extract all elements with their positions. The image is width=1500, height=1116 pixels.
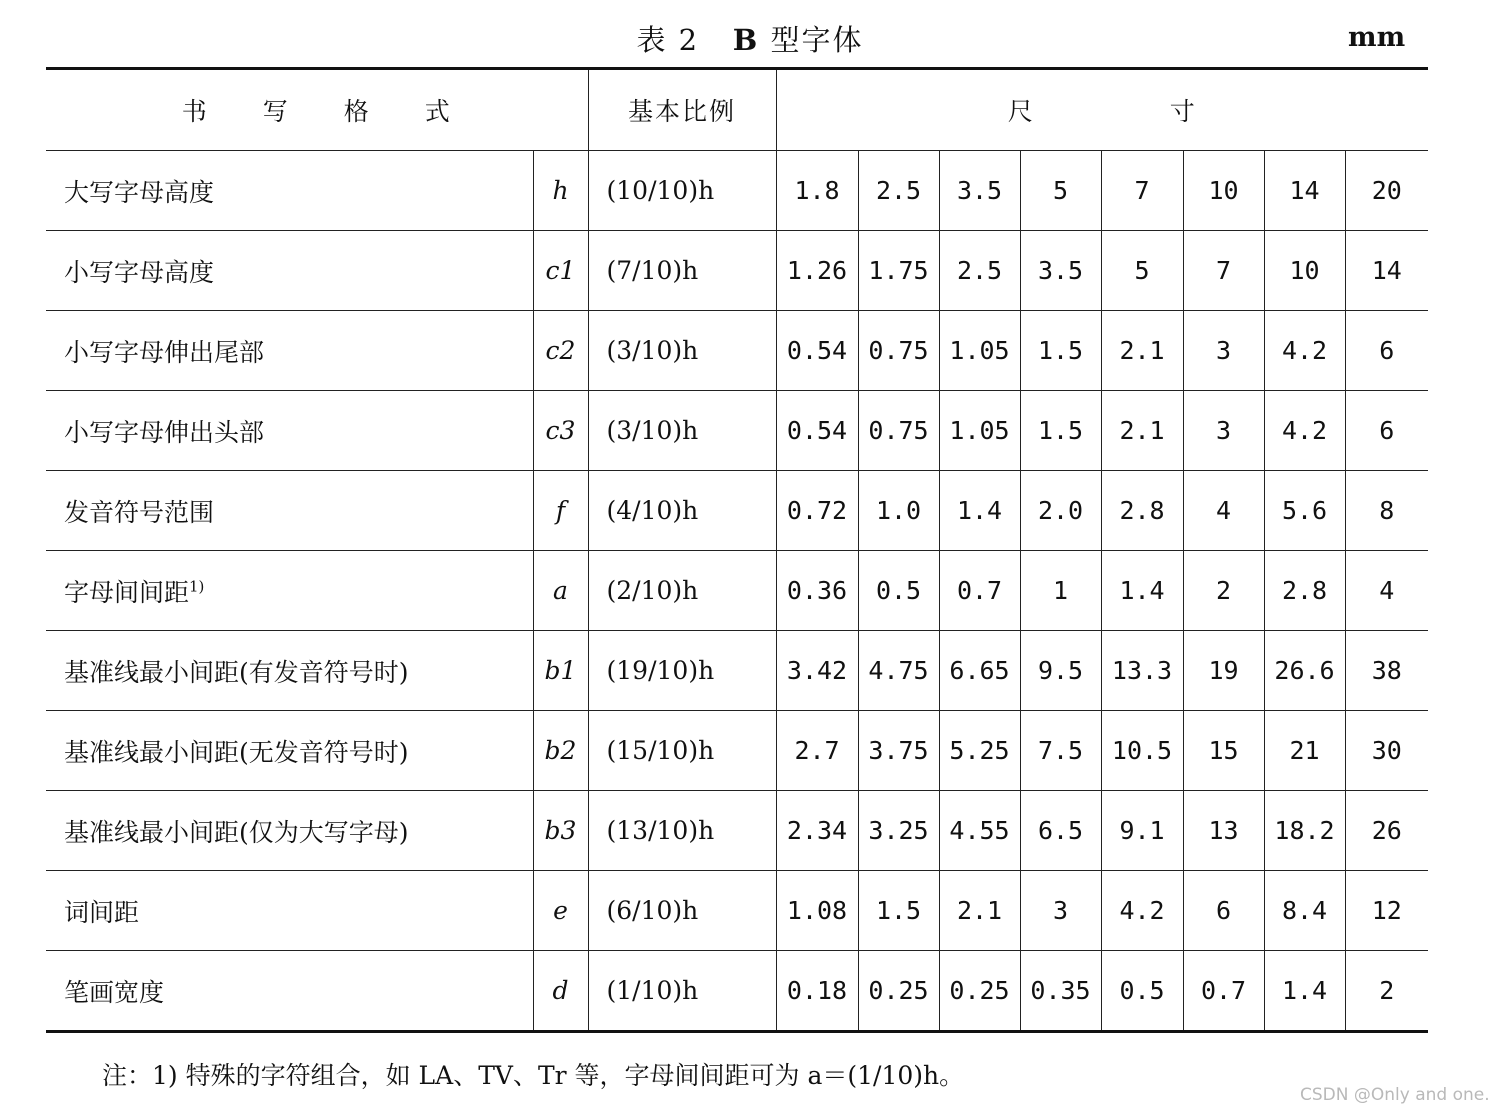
row-ratio: (4/10)h	[588, 471, 776, 551]
table-row	[46, 231, 1428, 311]
size-value: 10	[1183, 151, 1264, 231]
row-name-text: 笔画宽度	[64, 977, 165, 1007]
header-format: 书 写 格 式	[46, 69, 588, 151]
table-title	[0, 18, 1500, 59]
size-value: 4	[1345, 551, 1428, 631]
size-value: 5.6	[1264, 471, 1345, 551]
row-name	[46, 311, 533, 391]
size-value: 2.1	[1101, 311, 1183, 391]
size-value: 3	[1183, 391, 1264, 471]
size-value: 0.75	[858, 311, 939, 391]
table-row	[46, 631, 1428, 711]
row-name	[46, 551, 533, 631]
row-symbol: c2	[533, 311, 588, 391]
row-name	[46, 151, 533, 231]
size-value: 21	[1264, 711, 1345, 791]
size-value: 2.0	[1020, 471, 1101, 551]
size-value: 4.2	[1101, 871, 1183, 951]
size-value: 1.75	[858, 231, 939, 311]
size-value: 0.18	[786, 976, 848, 1005]
size-value: 0.35	[1020, 951, 1101, 1032]
row-ratio: (2/10)h	[588, 551, 776, 631]
size-value: 6.65	[939, 631, 1020, 711]
size-value: 0.75	[858, 391, 939, 471]
size-value: 7	[1183, 231, 1264, 311]
size-value: 10	[1264, 231, 1345, 311]
size-value: 1.5	[1020, 311, 1101, 391]
row-name	[46, 631, 533, 711]
row-name-text: 词间距	[64, 897, 140, 927]
size-value: 1.08	[776, 871, 858, 951]
size-value: 9.5	[1020, 631, 1101, 711]
size-value: 10.5	[1101, 711, 1183, 791]
table-row	[46, 791, 1428, 871]
row-symbol: e	[533, 871, 588, 951]
size-value: 13.3	[1101, 631, 1183, 711]
size-value: 4.55	[939, 791, 1020, 871]
size-value: 26.6	[1264, 631, 1345, 711]
size-value: 4.75	[858, 631, 939, 711]
size-value: 3.75	[858, 711, 939, 791]
size-value: 38	[1345, 631, 1428, 711]
size-value: 0.72	[776, 471, 858, 551]
size-value: 2	[1345, 951, 1428, 1032]
footnote-marker: 1)	[189, 577, 205, 596]
table-row	[46, 471, 1428, 551]
size-value: 0.7	[939, 551, 1020, 631]
table-name: 型字体	[770, 23, 864, 57]
size-value: 6	[1345, 311, 1428, 391]
size-value: 30	[1345, 711, 1428, 791]
size-value: 0.7	[1183, 951, 1264, 1032]
row-name-text: 小写字母高度	[64, 257, 215, 287]
size-value: 4.2	[1264, 311, 1345, 391]
table-row	[46, 871, 1428, 951]
size-value: 3.25	[858, 791, 939, 871]
size-value: 7	[1101, 151, 1183, 231]
size-value: 2.8	[1264, 551, 1345, 631]
size-value: 2.1	[939, 871, 1020, 951]
row-ratio: (7/10)h	[588, 231, 776, 311]
size-value: 9.1	[1101, 791, 1183, 871]
footnote: 注：1) 特殊的字符组合，如 LA、TV、Tr 等，字母间间距可为 a＝(1/10)h。	[102, 1061, 965, 1090]
size-value: 1.8	[776, 151, 858, 231]
size-value: 1.05	[939, 391, 1020, 471]
size-value: 1.4	[1101, 551, 1183, 631]
size-value: 2.34	[776, 791, 858, 871]
size-value: 3	[1183, 311, 1264, 391]
row-ratio: (3/10)h	[588, 391, 776, 471]
row-symbol: b2	[533, 711, 588, 791]
row-name	[46, 711, 533, 791]
size-value: 8.4	[1264, 871, 1345, 951]
watermark: CSDN @Only and one.	[1300, 1085, 1490, 1105]
size-value: 1.5	[1020, 391, 1101, 471]
size-value: 5	[1101, 231, 1183, 311]
size-value: 6	[1345, 391, 1428, 471]
row-ratio: (15/10)h	[588, 711, 776, 791]
size-value: 7.5	[1020, 711, 1101, 791]
table-row	[46, 391, 1428, 471]
size-value: 2.7	[776, 711, 858, 791]
size-value: 1.5	[858, 871, 939, 951]
row-ratio: (13/10)h	[588, 791, 776, 871]
row-ratio: (1/10)h	[588, 951, 776, 1032]
size-value: 6	[1183, 871, 1264, 951]
size-value: 1.4	[1264, 951, 1345, 1032]
size-value: 1.05	[939, 311, 1020, 391]
size-value: 0.36	[776, 551, 858, 631]
size-value: 20	[1345, 151, 1428, 231]
row-symbol: d	[533, 951, 588, 1032]
size-value: 8	[1345, 471, 1428, 551]
size-value: 0.5	[1101, 951, 1183, 1032]
size-value: 6.5	[1020, 791, 1101, 871]
size-value: 3.42	[776, 631, 858, 711]
row-symbol: c1	[533, 231, 588, 311]
size-value: 1.4	[939, 471, 1020, 551]
type-letter: B	[732, 23, 760, 57]
row-symbol: f	[533, 471, 588, 551]
table-header-row	[46, 69, 1428, 151]
row-name	[46, 471, 533, 551]
table-row	[46, 151, 1428, 231]
size-value: 2.1	[1101, 391, 1183, 471]
row-symbol: c3	[533, 391, 588, 471]
size-value: 0.5	[858, 551, 939, 631]
size-value: 4	[1183, 471, 1264, 551]
table-row	[46, 551, 1428, 631]
size-value: 3	[1020, 871, 1101, 951]
row-name	[46, 951, 533, 1032]
size-value: 13	[1183, 791, 1264, 871]
size-value: 19	[1183, 631, 1264, 711]
unit-label: mm	[1348, 22, 1406, 53]
font-spec-table	[46, 67, 1428, 1033]
row-name	[46, 231, 533, 311]
size-value: 2	[1183, 551, 1264, 631]
row-ratio: (6/10)h	[588, 871, 776, 951]
size-value: 14	[1345, 231, 1428, 311]
size-value: 14	[1264, 151, 1345, 231]
table-row	[46, 311, 1428, 391]
size-value: 1.26	[776, 231, 858, 311]
size-value: 4.2	[1264, 391, 1345, 471]
row-symbol: b1	[533, 631, 588, 711]
row-ratio: (3/10)h	[588, 311, 776, 391]
header-size: 尺 寸	[776, 69, 1428, 151]
row-name-text: 基准线最小间距(仅为大写字母)	[64, 817, 409, 847]
size-value: 5.25	[939, 711, 1020, 791]
size-value: 1	[1020, 551, 1101, 631]
size-value: 5	[1020, 151, 1101, 231]
size-value: 12	[1345, 871, 1428, 951]
row-name-text: 小写字母伸出头部	[64, 417, 265, 447]
table-row	[46, 951, 1428, 1032]
row-name-text: 基准线最小间距(有发音符号时)	[64, 657, 409, 687]
table-number: 表 2	[636, 23, 700, 57]
size-value: 2.8	[1101, 471, 1183, 551]
row-ratio: (10/10)h	[588, 151, 776, 231]
row-name-text: 小写字母伸出尾部	[64, 337, 265, 367]
size-value: 0.54	[776, 391, 858, 471]
size-value: 0.25	[939, 951, 1020, 1032]
row-name-text: 基准线最小间距(无发音符号时)	[64, 737, 409, 767]
size-value: 0.25	[858, 951, 939, 1032]
size-value: 3.5	[939, 151, 1020, 231]
row-symbol: b3	[533, 791, 588, 871]
size-value: 0.54	[776, 311, 858, 391]
size-value: 2.5	[858, 151, 939, 231]
size-value: 1.0	[858, 471, 939, 551]
size-value: 3.5	[1020, 231, 1101, 311]
row-name-text: 大写字母高度	[64, 177, 215, 207]
row-name	[46, 871, 533, 951]
size-value: 18.2	[1264, 791, 1345, 871]
header-ratio: 基本比例	[588, 69, 776, 151]
row-name-text: 发音符号范围	[64, 497, 215, 527]
row-name	[46, 791, 533, 871]
row-symbol: a	[533, 551, 588, 631]
table-row	[46, 711, 1428, 791]
size-value: 26	[1345, 791, 1428, 871]
row-name	[46, 391, 533, 471]
row-name-text: 字母间间距	[64, 577, 190, 607]
size-value: 15	[1183, 711, 1264, 791]
row-symbol: h	[533, 151, 588, 231]
size-value: 2.5	[939, 231, 1020, 311]
row-ratio: (19/10)h	[588, 631, 776, 711]
